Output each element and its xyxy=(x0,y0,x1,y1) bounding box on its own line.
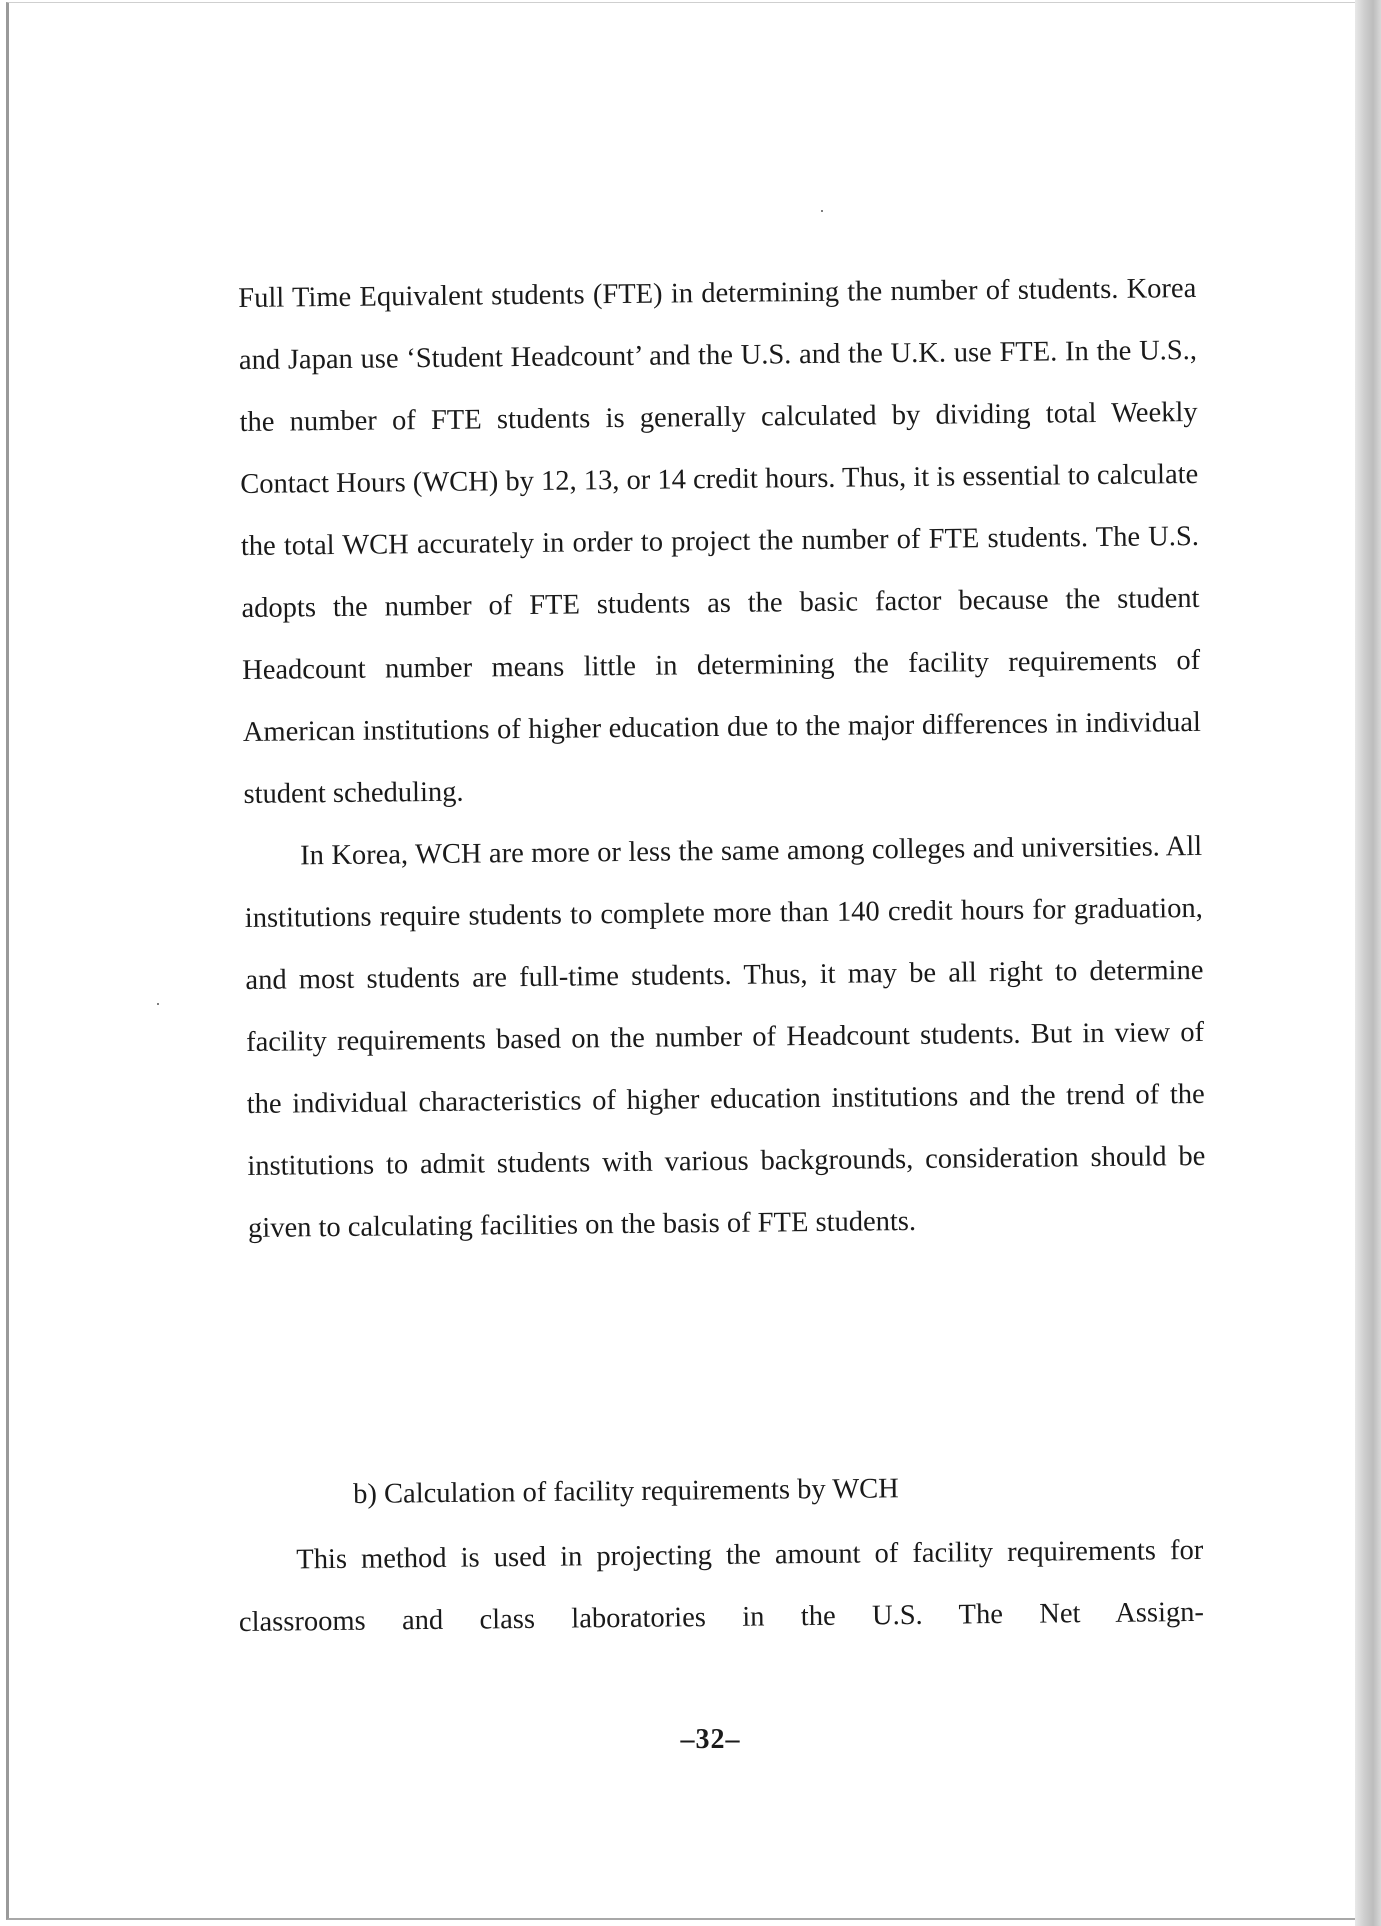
body-text xyxy=(238,258,1206,1260)
page-edge-shadow xyxy=(1355,0,1381,1926)
paragraph-fte-definition: Full Time Equivalent students (FTE) in determining the number of students. Korea and Japan use ‘Student Headcount’ and the U.S. and the U.K. use FTE. In the U.S., the number of FTE students is generally calculated by dividing total Weekly Contact Hours (WCH) by 12, 13, or 14 credit hours. Thus, it is essential to calculate the total WCH accurately in order to project the number of FTE students. The U.S. adopts the number of FTE students as the basic factor because the student Headcount number means little in determining the facility requirements of American institutions of higher education due to the major differences in individual student scheduling. xyxy=(238,272,1201,810)
section-subheading: b) Calculation of facility requirements by WCH xyxy=(353,1473,899,1510)
scan-speck xyxy=(821,210,823,212)
body-text-continued xyxy=(238,1520,1204,1654)
paragraph-korea-wch: In Korea, WCH are more or less the same among colleges and universities. All institutions require students to complete more than 140 credit hours for graduation, and most students are full-time students. Thus, it may be all right to determine facility requirements based on the number of Headcount students. But in view of the individual characteristics of higher education institutions and the trend of the institutions to admit students with various backgrounds, consideration should be given to calculating facilities on the basis of FTE students. xyxy=(244,830,1206,1244)
scan-speck xyxy=(157,1003,159,1005)
paragraph-wch-method: This method is used in projecting the amount of facility requirements for classrooms and class laboratories in the U.S. The Net Assign- xyxy=(238,1534,1205,1638)
page-number: –32– xyxy=(680,1724,741,1755)
